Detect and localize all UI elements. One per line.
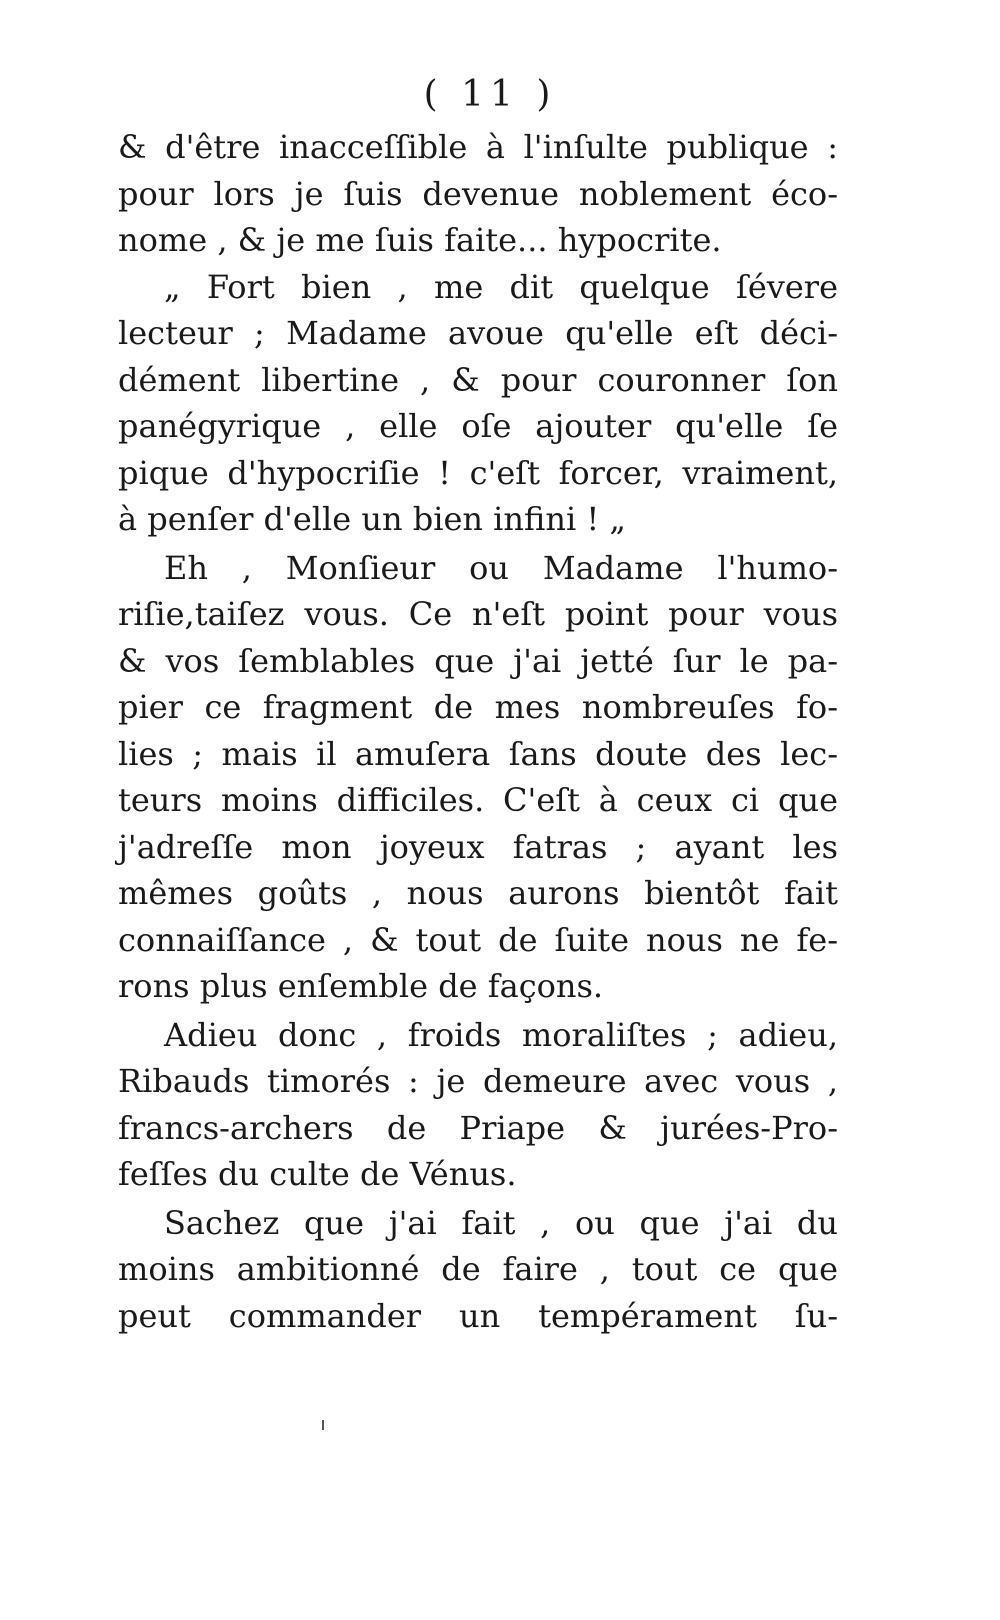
text-line: pier ce fragment de mes nombreuſes fo- bbox=[118, 688, 838, 726]
text-line: à penſer d'elle un bien infini ! „ bbox=[118, 500, 626, 538]
text-line: riſie,taiſez vous. Ce n'eſt point pour vous bbox=[118, 595, 838, 633]
text-line: peut commander un tempérament ſu- bbox=[118, 1296, 838, 1335]
text-line: Sachez que j'ai fait , ou que j'ai du bbox=[164, 1203, 838, 1242]
text-line: „ Fort bien , me dit quelque ſévere bbox=[164, 267, 838, 306]
text-line: Ribauds timorés : je demeure avec vous , bbox=[118, 1062, 838, 1100]
text-line: & vos ſemblables que j'ai jetté ſur le pa- bbox=[118, 641, 838, 680]
text-line: connaiſſance , & tout de ſuite nous ne fe- bbox=[118, 920, 838, 959]
text-line: rons plus enſemble de façons. bbox=[118, 967, 604, 1005]
text-line: moins ambitionné de faire , tout ce que bbox=[118, 1250, 838, 1288]
text-line: dément libertine , & pour couronner ſon bbox=[118, 360, 838, 399]
ink-speck bbox=[322, 1420, 324, 1430]
text-line: panégyrique , elle oſe ajouter qu'elle ſe bbox=[118, 407, 838, 445]
text-line: mêmes goûts , nous aurons bientôt fait bbox=[118, 874, 838, 912]
text-line: feſſes du culte de Vénus. bbox=[118, 1155, 517, 1193]
text-line: Adieu donc , froids moraliſtes ; adieu, bbox=[164, 1015, 838, 1054]
text-line: & d'être inacceſſible à l'inſulte publique : bbox=[118, 128, 838, 166]
text-line: teurs moins difficiles. C'eſt à ceux ci que bbox=[118, 781, 838, 819]
text-line: pique d'hypocriſie ! c'eſt forcer, vraiment, bbox=[118, 453, 838, 492]
text-line: lecteur ; Madame avoue qu'elle eſt déci- bbox=[118, 314, 838, 352]
body-text bbox=[118, 124, 838, 1339]
text-line: francs-archers de Priape & jurées-Pro- bbox=[118, 1108, 838, 1147]
text-line: pour lors je ſuis devenue noblement éco- bbox=[118, 174, 838, 213]
text-line: nome , & je me ſuis faite... hypocrite. bbox=[118, 221, 722, 259]
text-line: Eh , Monſieur ou Madame l'humo- bbox=[164, 548, 838, 587]
text-line: lies ; mais il amuſera ſans doute des lec- bbox=[118, 734, 838, 773]
page-number: ( 11 ) bbox=[423, 74, 557, 115]
text-line: j'adreſſe mon joyeux fatras ; ayant les bbox=[118, 827, 838, 866]
